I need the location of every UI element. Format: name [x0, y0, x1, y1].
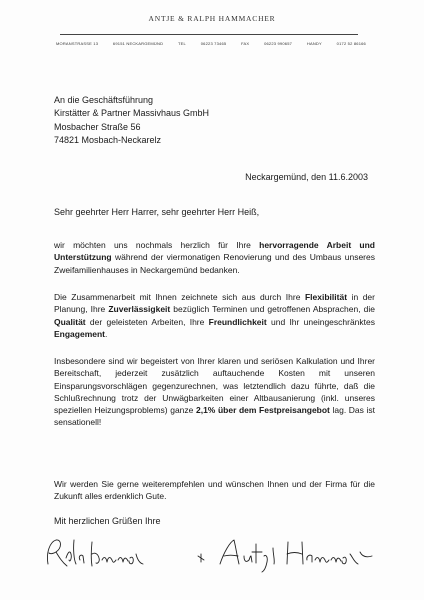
text: und Ihr uneingeschränktes: [266, 316, 375, 327]
emphasis: Freundlichkeit: [208, 316, 267, 327]
signature-separator: [198, 554, 204, 562]
text: lag. Das ist sensationell!: [54, 405, 375, 428]
paragraph-recommendation: Wir werden Sie gerne weiterempfehlen und wünschen Ihnen und der Firma für die Zukunft alles erdenklich Gute.: [54, 479, 375, 502]
paragraph-cooperation: [54, 291, 375, 340]
text: wir möchten uns nochmals herzlich für Ihre: [54, 240, 260, 250]
contact-street: MORANSTRASSE 13: [56, 41, 99, 46]
signature-right: [220, 540, 372, 572]
text: .: [105, 328, 108, 339]
emphasis: Zuverlässigkeit: [108, 304, 171, 315]
salutation: Sehr geehrter Herr Harrer, sehr geehrter Herr Heiß,: [54, 207, 260, 217]
letterhead-name: ANTJE & RALPH HAMMACHER: [148, 14, 276, 23]
emphasis: 2,1% über dem Festpreisangebot: [195, 405, 330, 416]
letterhead-divider: [60, 34, 358, 35]
emphasis: Flexibilität: [304, 292, 348, 302]
paragraph-thanks: [54, 239, 375, 276]
emphasis: Qualität: [54, 316, 86, 327]
contact-tel-label: TEL: [178, 41, 186, 46]
recipient-line: Kirstätter & Partner Massivhaus GmbH: [54, 108, 210, 119]
recipient-address: [54, 94, 209, 147]
contact-mobile: 0172 52 86166: [336, 41, 366, 46]
contact-tel: 06223 73465: [200, 41, 227, 46]
letterhead-contact: [56, 41, 366, 46]
contact-mobile-label: HANDY: [306, 41, 322, 46]
letter-date: Neckargemünd, den 11.6.2003: [245, 172, 368, 182]
signatures: [40, 530, 380, 574]
contact-fax: 06223 990657: [264, 41, 293, 46]
signature-left: [47, 540, 143, 566]
recipient-line: An die Geschäftsführung: [54, 95, 154, 105]
emphasis: Engagement: [54, 328, 106, 339]
contact-fax-label: FAX: [241, 41, 250, 46]
text: in der Planung, Ihre: [54, 292, 375, 315]
paragraph-calculation: [54, 355, 375, 429]
text: während der viermonatigen Renovierung und des Umbaus unseres Zweifamilienhauses in Neckargemünd bedanken.: [54, 252, 375, 275]
closing-greeting: Mit herzlichen Grüßen Ihre: [54, 516, 161, 526]
text: Insbesondere sind wir begeistert von Ihrer klaren und seriösen Kalkulation und Ihrer Bereitschaft, jederzeit zusätzlich auftauchende Kosten mit unseren Einsparungsvorschlägen gegenzurechnen, was letztendlich dazu führte, daß die Schlußrechnung trotz der Unwägbarkeiten einer Altbausanierung (inkl. unseres speziellen Heizungsproblems) ganze: [54, 356, 375, 416]
text: Die Zusammenarbeit mit Ihnen zeichnete sich aus durch Ihre: [54, 292, 305, 302]
recipient-line: 74821 Mosbach-Neckarelz: [54, 134, 162, 145]
text: der geleisteten Arbeiten, Ihre: [85, 316, 209, 327]
emphasis: hervorragende Arbeit und Unterstützung: [54, 240, 375, 263]
text: bezüglich Terminen und getroffenen Absprachen, die: [170, 304, 375, 315]
contact-city: 69151 NECKARGEMÜND: [112, 41, 164, 46]
recipient-line: Mosbacher Straße 56: [54, 121, 141, 132]
signature-handwriting: [40, 530, 380, 574]
